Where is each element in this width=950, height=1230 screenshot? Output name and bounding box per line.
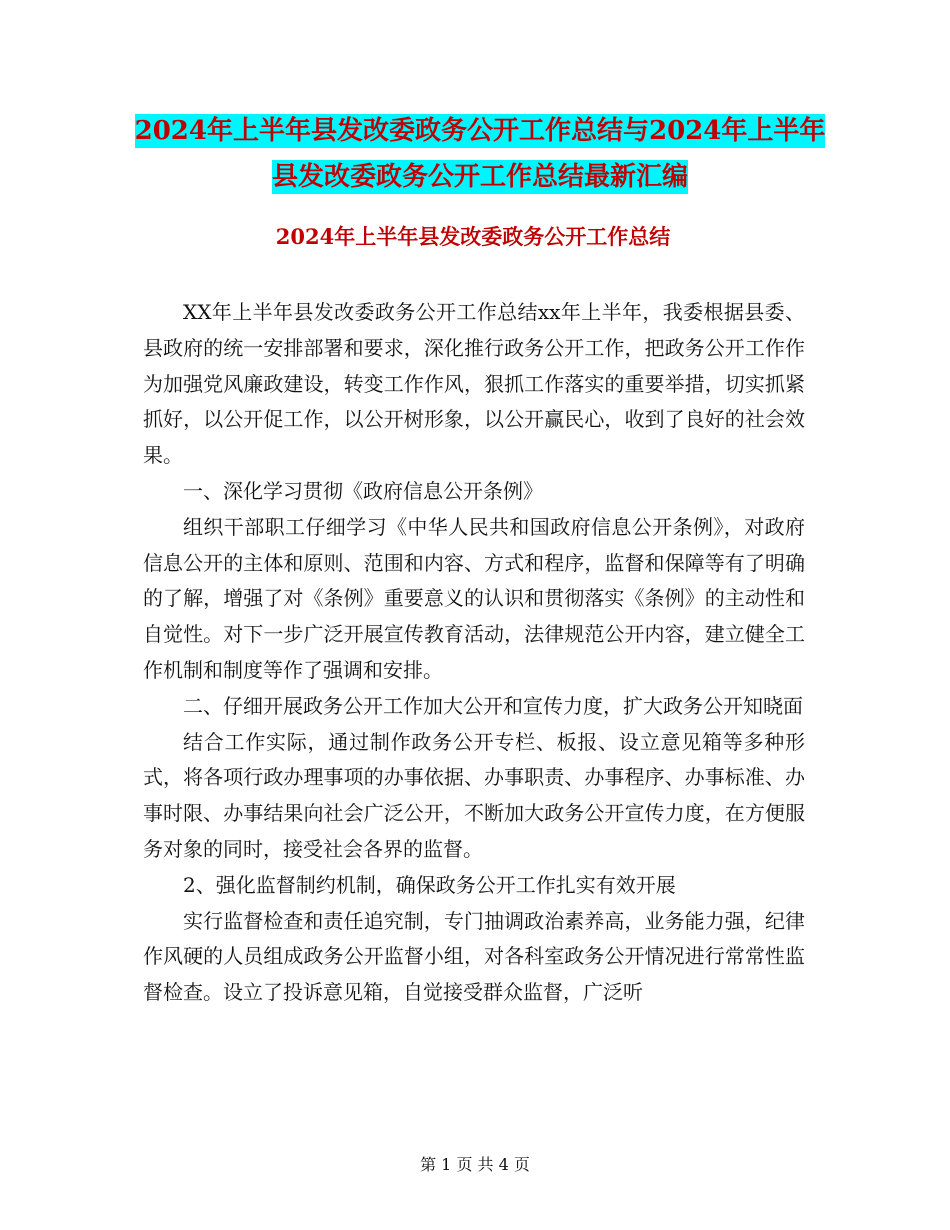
page-footer: 第 1 页 共 4 页 xyxy=(420,1155,530,1174)
section-heading: 一、深化学习贯彻《政府信息公开条例》 xyxy=(183,478,543,503)
section-heading: 2、强化监督制约机制，确保政务公开工作扎实有效开展 xyxy=(183,872,676,897)
paragraph: 实行监督检查和责任追究制，专门抽调政治素养高，业务能力强，纪律作风硬的人员组成政务公开监督小组，对各科室政务公开情况进行常常性监督检查。设立了投诉意见箱，自觉接受群众监督，广泛听 xyxy=(143,908,805,1005)
document-main-title xyxy=(130,108,830,200)
document-body xyxy=(143,295,805,1011)
main-title-text: 2024年上半年县发改委政务公开工作总结与2024年上半年县发改委政务公开工作总结最新汇编 xyxy=(134,116,826,192)
paragraph: 组织干部职工仔细学习《中华人民共和国政府信息公开条例》，对政府信息公开的主体和原则、范围和内容、方式和程序，监督和保障等有了明确的了解，增强了对《条例》重要意义的认识和贯彻落实《条例》的主动性和自觉性。对下一步广泛开展宣传教育活动，法律规范公开内容，建立健全工作机制和制度等作了强调和安排。 xyxy=(143,514,805,682)
section-heading: 二、仔细开展政务公开工作加大公开和宣传力度，扩大政务公开知晓面 xyxy=(183,693,803,718)
paragraph: 结合工作实际，通过制作政务公开专栏、板报、设立意见箱等多种形式，将各项行政办理事项的办事依据、办事职责、办事程序、办事标准、办事时限、办事结果向社会广泛公开，不断加大政务公开宣传力度，在方便服务对象的同时，接受社会各界的监督。 xyxy=(143,729,805,861)
section-title: 2024年上半年县发改委政务公开工作总结 xyxy=(275,224,671,249)
paragraph: XX年上半年县发改委政务公开工作总结xx年上半年，我委根据县委、县政府的统一安排部署和要求，深化推行政务公开工作，把政务公开工作作为加强党风廉政建设，转变工作作风，狠抓工作落实的重要举措，切实抓紧抓好，以公开促工作，以公开树形象，以公开赢民心，收到了良好的社会效果。 xyxy=(143,300,805,468)
